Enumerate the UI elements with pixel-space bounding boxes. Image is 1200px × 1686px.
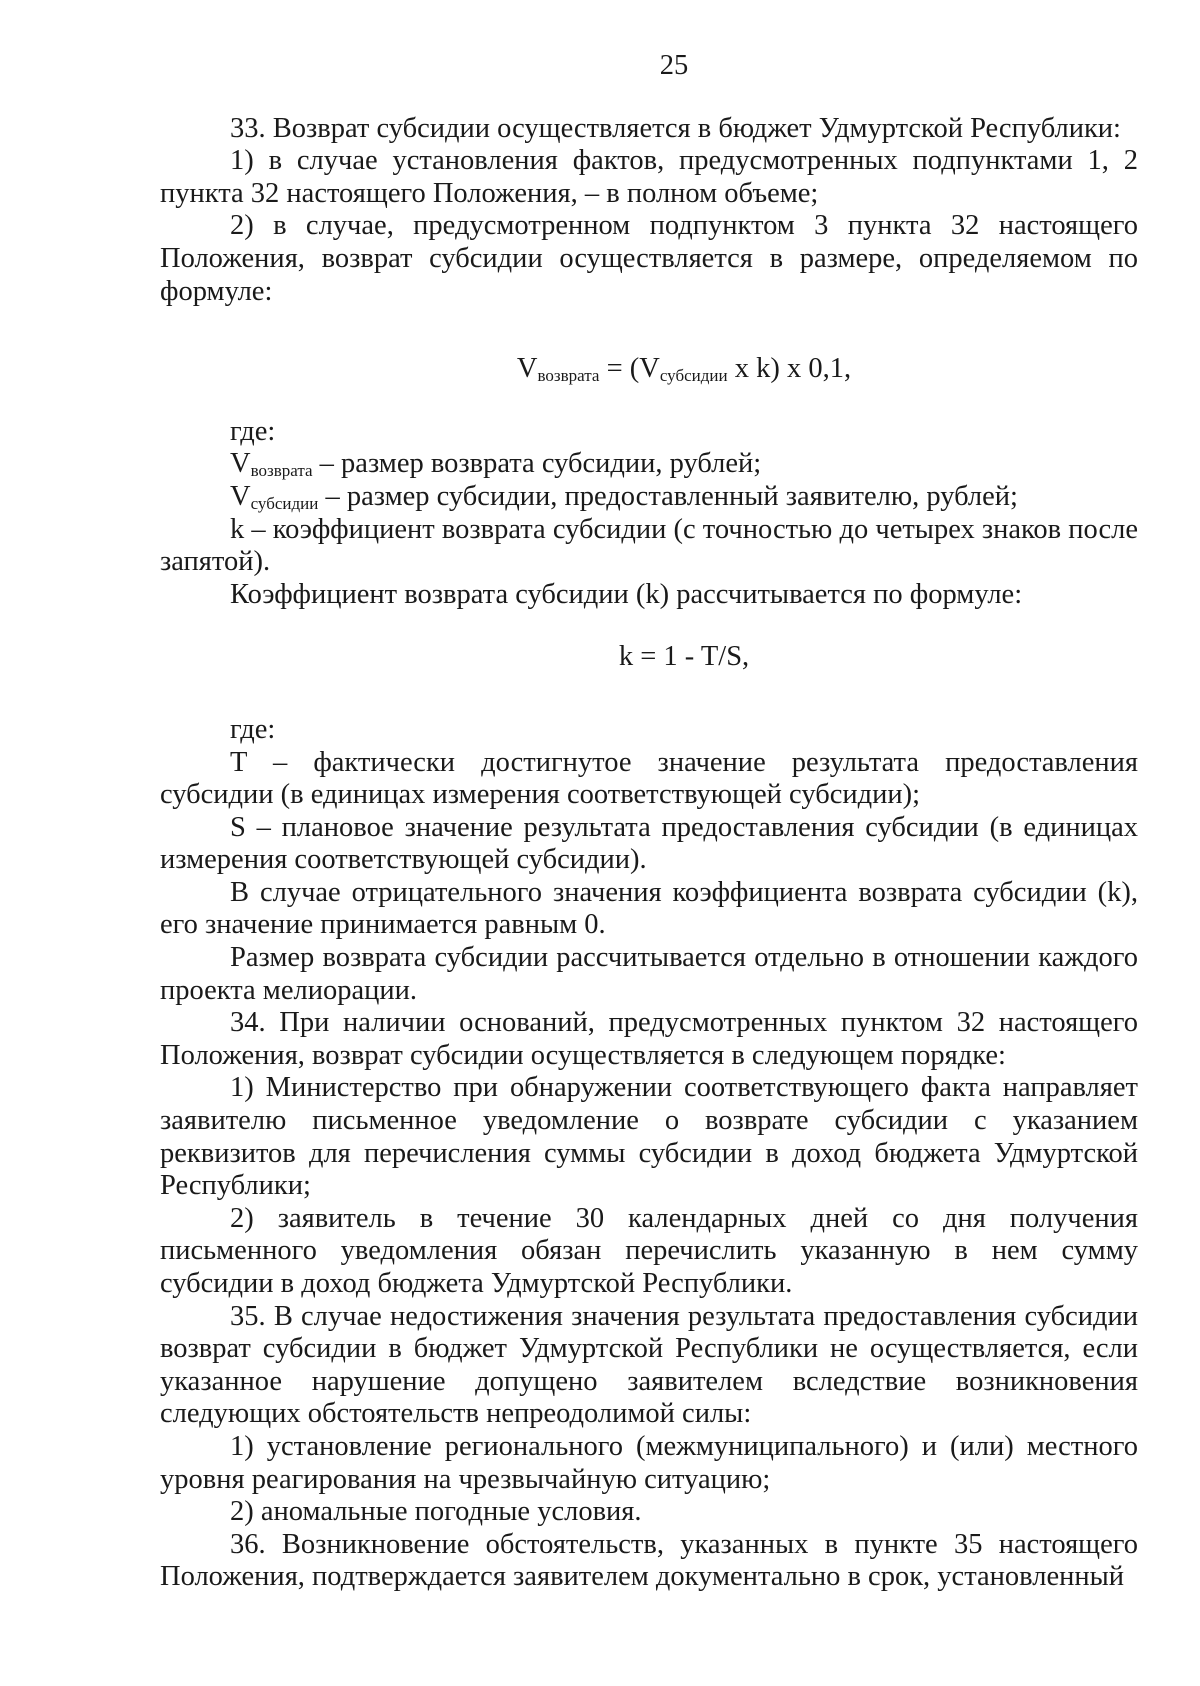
formula-return — [230, 353, 1138, 386]
formula-eq-open: = (V — [599, 353, 660, 385]
def-v-return-sub: возврата — [250, 461, 313, 481]
paragraph-35: 35. В случае недостижения значения результата предоставления субсидии возврат субсидии в бюджет Удмуртской Республики не осуществляется, если указанное нарушение допущено заявителем вследствие возникновения следующих обстоятельств непреодолимой силы: — [160, 1300, 1138, 1430]
def-v-subsidy-sub: субсидии — [250, 493, 319, 513]
formula-v: V — [516, 353, 538, 385]
paragraph-34-item-2: 2) заявитель в течение 30 календарных дней со дня получения письменного уведомления обязан перечислить указанную в нем сумму субсидии в доход бюджета Удмуртской Республики. — [160, 1202, 1138, 1299]
definition-v-return — [160, 448, 1138, 481]
formula-sub-subsidy: субсидии — [659, 366, 728, 386]
where-label-2: где: — [230, 713, 276, 745]
document-page — [160, 50, 1138, 1594]
paragraph-separate-calc: Размер возврата субсидии рассчитывается отдельно в отношении каждого проекта мелиорации. — [160, 942, 1138, 1006]
definition-k: k – коэффициент возврата субсидии (с точностью до четырех знаков после запятой). — [160, 513, 1138, 578]
formula-sub-return: возврата — [537, 366, 600, 386]
paragraph-36: 36. Возникновение обстоятельств, указанных в пункте 35 настоящего Положения, подтверждается заявителем документально в срок, установленный — [160, 1528, 1138, 1593]
definition-v-subsidy — [160, 481, 1138, 514]
def-v-symbol: V — [230, 448, 251, 480]
paragraph-34: 34. При наличии оснований, предусмотренных пунктом 32 настоящего Положения, возврат субсидии осуществляется в следующем порядке: — [160, 1007, 1138, 1071]
def-v-subsidy-symbol: V — [230, 480, 251, 512]
formula-k: k = 1 - T/S, — [618, 641, 750, 673]
formula-tail: x k) x 0,1, — [727, 353, 852, 385]
paragraph-35-item-1: 1) установление регионального (межмуниципального) и (или) местного уровня реагирования на чрезвычайную ситуацию; — [160, 1430, 1138, 1495]
def-v-return-text: – размер возврата субсидии, рублей; — [312, 448, 762, 480]
definition-t: T – фактически достигнутое значение результата предоставления субсидии (в единицах измерения соответствующей субсидии); — [160, 746, 1138, 811]
paragraph-33-item-2: 2) в случае, предусмотренном подпунктом 3 пункта 32 настоящего Положения, возврат субсидии осуществляется в размере, определяемом по формуле: — [160, 210, 1138, 307]
paragraph-negative-k: В случае отрицательного значения коэффициента возврата субсидии (k), его значение принимается равным 0. — [160, 876, 1138, 941]
where-label-1: где: — [230, 415, 276, 447]
page-number: 25 — [659, 50, 689, 81]
definition-s: S – плановое значение результата предоставления субсидии (в единицах измерения соответствующей субсидии). — [160, 811, 1138, 876]
paragraph-34-item-1: 1) Министерство при обнаружении соответствующего факта направляет заявителю письменное уведомление о возврате субсидии с указанием реквизитов для перечисления суммы субсидии в доход бюджета Удмуртской Республики; — [160, 1072, 1138, 1202]
paragraph-35-item-2: 2) аномальные погодные условия. — [230, 1496, 642, 1528]
k-intro: Коэффициент возврата субсидии (k) рассчитывается по формуле: — [230, 578, 1023, 610]
paragraph-33: 33. Возврат субсидии осуществляется в бюджет Удмуртской Республики: — [230, 112, 1121, 144]
paragraph-33-item-1: 1) в случае установления фактов, предусмотренных подпунктами 1, 2 пункта 32 настоящего Положения, – в полном объеме; — [160, 145, 1138, 209]
def-v-subsidy-text: – размер субсидии, предоставленный заявителю, рублей; — [318, 480, 1018, 512]
